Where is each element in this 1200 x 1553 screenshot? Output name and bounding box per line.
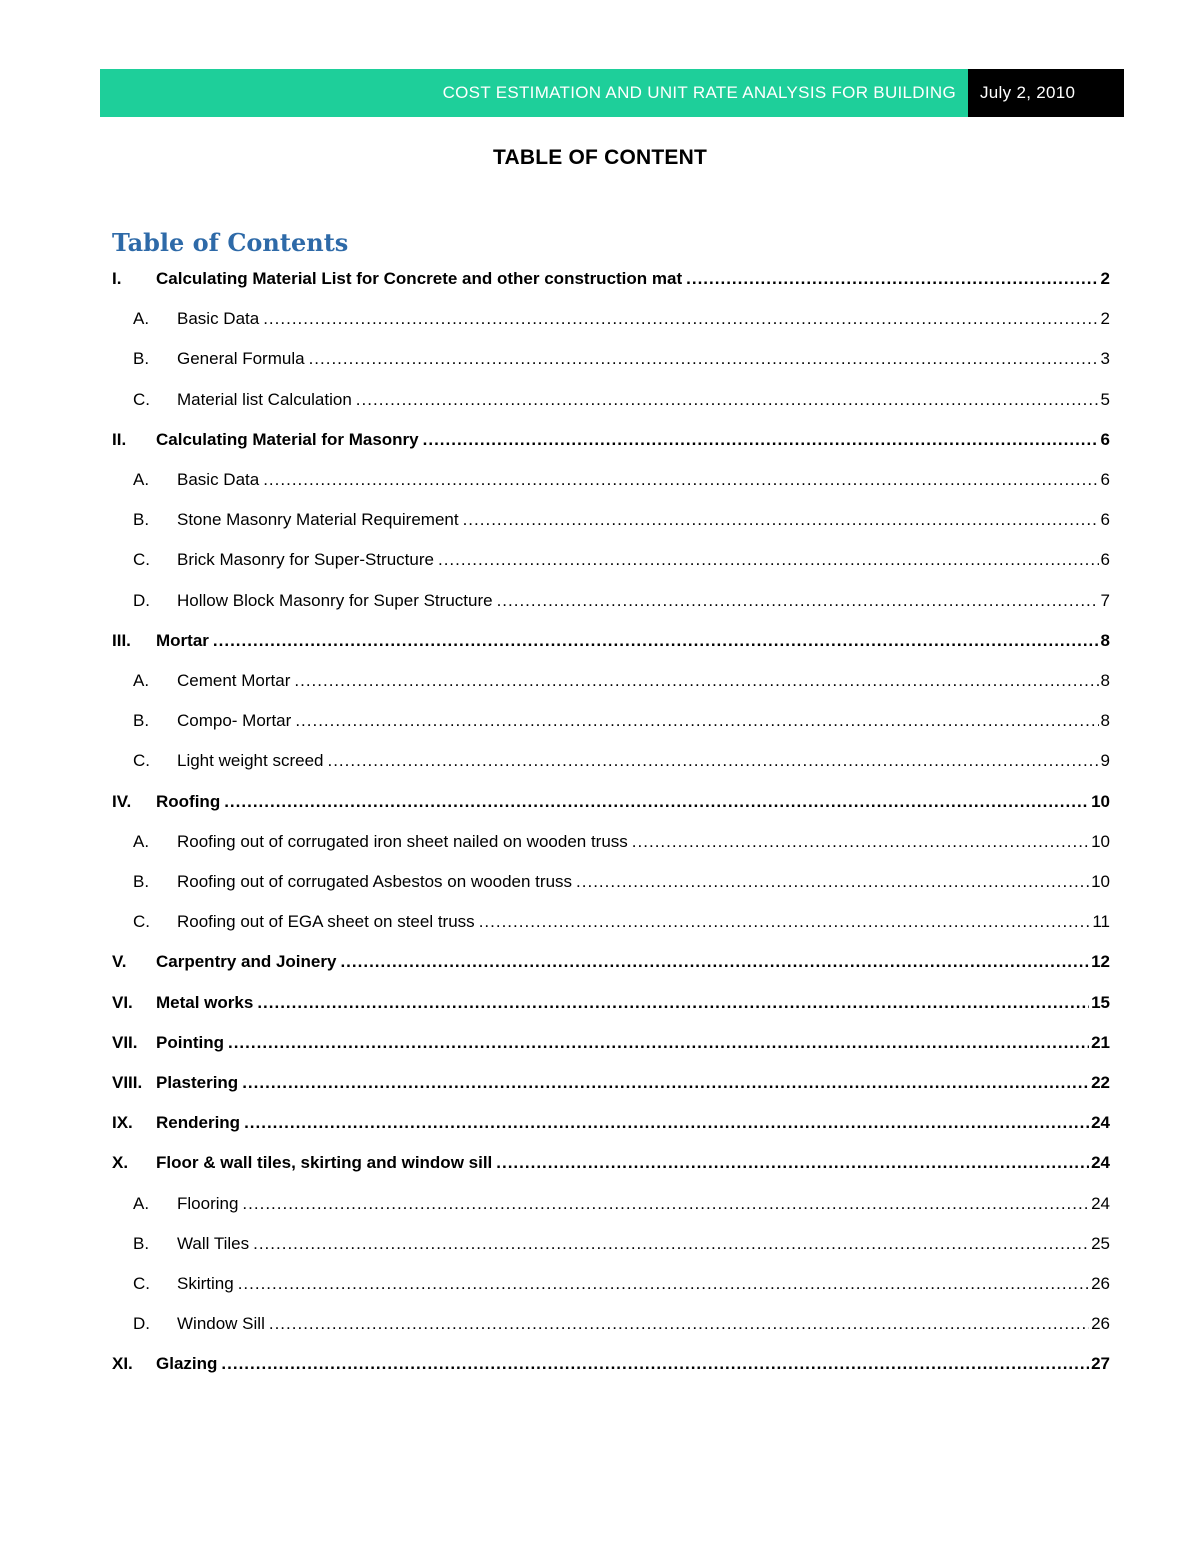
toc-entry-page: 6 [1100,429,1110,449]
toc-entry-number: B. [133,711,150,731]
toc-entry-label: Hollow Block Masonry for Super Structure [177,590,493,610]
header-title: COST ESTIMATION AND UNIT RATE ANALYSIS FOR BUILDING [100,69,968,117]
toc-entry-number: B. [133,349,150,369]
toc-entry-label: Floor & wall tiles, skirting and window sill [156,1153,493,1173]
toc-entry-number: B. [133,510,150,530]
toc-entry-label: Calculating Material List for Concrete and other construction mat [156,269,683,288]
toc-dot-leader [686,266,1098,292]
toc-entry-number: C. [133,389,150,409]
toc-entry-label: Roofing out of EGA sheet on steel truss [177,912,475,932]
toc-entry[interactable] [112,1030,1110,1056]
toc-entry-label: Mortar [156,630,209,650]
toc-dot-leader [295,708,1098,734]
toc-entry-number: B. [133,872,150,891]
toc-entry-number: VI. [112,992,133,1012]
toc-entry-number: I. [112,269,122,288]
toc-entry-page: 2 [1100,269,1110,288]
toc-dot-leader [356,387,1099,413]
toc-entry-number: B. [133,1233,150,1253]
toc-dot-leader [438,547,1099,573]
toc-entry[interactable] [112,467,1110,493]
toc-entry-label: Pointing [156,1032,224,1052]
toc-entry-label: Wall Tiles [177,1233,250,1253]
toc-dot-leader [228,1030,1089,1056]
toc-entry[interactable] [112,346,1110,372]
toc-entry-page: 8 [1100,711,1110,731]
toc-entry-number: VIII. [112,1073,143,1092]
toc-entry-label: Basic Data [177,309,260,329]
toc-dot-leader [340,949,1089,975]
toc-dot-leader [242,1191,1089,1217]
toc-dot-leader [213,628,1099,654]
toc-heading: Table of Contents [112,228,349,257]
toc-entry-number: A. [133,470,150,489]
toc-entry-page: 22 [1091,1073,1110,1092]
toc-entry-label: Carpentry and Joinery [156,952,337,972]
toc-entry-label: Metal works [156,992,254,1012]
toc-entry-number: IX. [112,1113,133,1133]
toc-entry-page: 10 [1091,831,1110,851]
toc-entry[interactable] [112,387,1110,413]
toc-dot-leader [294,668,1098,694]
toc-entry-label: Plastering [156,1073,239,1092]
toc-dot-leader [221,1351,1089,1377]
toc-dot-leader [497,588,1099,614]
toc-entry-label: General Formula [177,349,305,369]
toc-dot-leader [263,306,1098,332]
toc-entry-label: Compo- Mortar [177,711,292,731]
toc-entry-page: 24 [1091,1153,1110,1173]
toc-entry[interactable] [112,990,1110,1016]
toc-entry-page: 6 [1100,470,1110,489]
toc-entry[interactable] [112,949,1110,975]
toc-entry-number: IV. [112,791,132,811]
toc-entry[interactable] [112,1271,1110,1297]
toc-dot-leader [253,1231,1089,1257]
toc-entry-label: Stone Masonry Material Requirement [177,510,459,530]
toc-entry-number: VII. [112,1032,138,1052]
toc-entry-label: Glazing [156,1354,218,1374]
toc-entry-label: Calculating Material for Masonry [156,429,419,449]
toc-dot-leader [327,748,1098,774]
page-header [100,69,1124,117]
toc-entry-label: Light weight screed [177,751,324,771]
toc-entry-number: D. [133,590,150,610]
header-date: July 2, 2010 [968,69,1124,117]
toc-entry-page: 27 [1091,1354,1110,1374]
toc-entry-label: Rendering [156,1113,241,1133]
toc-entry[interactable] [112,1231,1110,1257]
toc-entry[interactable] [112,789,1110,815]
toc-entry[interactable] [112,1110,1110,1136]
toc-entry-label: Window Sill [177,1314,265,1334]
toc-dot-leader [423,427,1099,453]
toc-dot-leader [263,467,1098,493]
toc-entry-label: Cement Mortar [177,671,291,690]
toc-entry-number: D. [133,1314,150,1334]
toc-dot-leader [244,1110,1089,1136]
toc-entry-label: Material list Calculation [177,389,352,409]
toc-entry-page: 21 [1091,1032,1110,1052]
toc-dot-leader [496,1150,1089,1176]
toc-entry-number: II. [112,429,127,449]
toc-entry-number: XI. [112,1354,133,1374]
page-title: TABLE OF CONTENT [493,146,707,169]
toc-entry-page: 7 [1100,590,1110,610]
toc-entry-page: 15 [1091,992,1110,1012]
toc-entry[interactable] [112,1070,1110,1096]
toc-entry-page: 10 [1091,872,1110,891]
toc-entry-label: Roofing out of corrugated iron sheet nailed on wooden truss [177,831,628,851]
toc-entry[interactable] [112,708,1110,734]
toc-entry-page: 9 [1100,751,1110,771]
toc-entry[interactable] [112,306,1110,332]
toc-entry[interactable] [112,588,1110,614]
toc-entry[interactable] [112,869,1110,895]
toc-entry-page: 12 [1091,952,1110,972]
toc-entry-number: A. [133,831,150,851]
toc-entry-number: C. [133,1274,150,1293]
toc-entry-page: 6 [1100,510,1110,530]
toc-entry-page: 11 [1092,912,1110,932]
toc-entry-number: V. [112,952,127,972]
toc-entry[interactable] [112,507,1110,533]
toc-entry-page: 3 [1100,349,1110,369]
toc-entry-label: Brick Masonry for Super-Structure [177,550,434,570]
toc-entry-page: 8 [1100,630,1110,650]
toc-entry-page: 8 [1100,671,1110,690]
toc-entry[interactable] [112,266,1110,292]
toc-entry-number: C. [133,550,150,570]
toc-entry[interactable] [112,909,1110,935]
toc-dot-leader [463,507,1099,533]
toc-entry-number: A. [133,1193,150,1213]
toc-entry-label: Roofing out of corrugated Asbestos on wooden truss [177,872,573,891]
toc-entry-number: X. [112,1153,129,1173]
toc-entry[interactable] [112,1191,1110,1217]
toc-dot-leader [224,789,1089,815]
toc-entry[interactable] [112,1351,1110,1377]
toc-entry-number: A. [133,671,150,690]
toc-dot-leader [309,346,1099,372]
toc-entry-number: C. [133,751,150,771]
toc-entry-label: Roofing [156,791,221,811]
toc-entry-label: Skirting [177,1274,234,1293]
toc-entry[interactable] [112,628,1110,654]
toc-entry-label: Flooring [177,1193,239,1213]
toc-dot-leader [479,909,1091,935]
toc-dot-leader [242,1070,1089,1096]
toc-entry-page: 6 [1100,550,1110,570]
toc-entry-number: A. [133,309,150,329]
toc-entry[interactable] [112,829,1110,855]
toc-entry-page: 2 [1100,309,1110,329]
toc-dot-leader [632,829,1089,855]
toc-dot-leader [238,1271,1089,1297]
toc-entry-page: 5 [1100,389,1110,409]
toc-entry[interactable] [112,1150,1110,1176]
toc-entry[interactable] [112,748,1110,774]
toc-entry-page: 24 [1091,1113,1110,1133]
toc-entry[interactable] [112,547,1110,573]
toc-dot-leader [576,869,1089,895]
toc-entry-page: 24 [1091,1193,1110,1213]
toc-entry-page: 26 [1091,1274,1110,1293]
toc-entry-page: 26 [1091,1314,1110,1334]
toc-entry-page: 25 [1091,1233,1110,1253]
toc-entry[interactable] [112,668,1110,694]
toc-entry-page: 10 [1091,791,1110,811]
toc-entry-number: C. [133,912,150,932]
toc-dot-leader [269,1311,1089,1337]
toc-entry[interactable] [112,1311,1110,1337]
toc-entry-label: Basic Data [177,470,260,489]
toc-dot-leader [257,990,1089,1016]
toc-entry[interactable] [112,427,1110,453]
toc-entry-number: III. [112,630,131,650]
